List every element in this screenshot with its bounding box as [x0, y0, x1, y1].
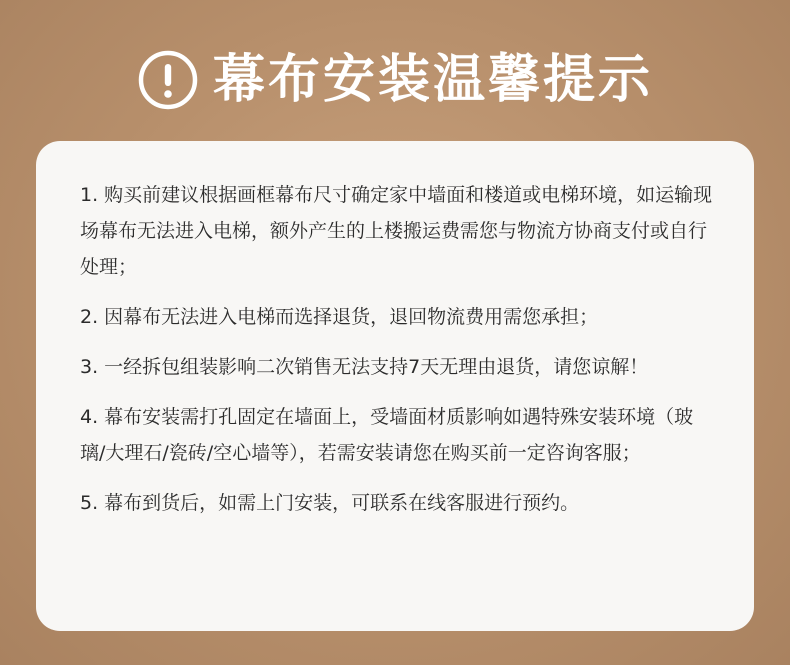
- page-title: 幕布安装温馨提示: [212, 50, 653, 110]
- notice-item-3: 3. 一经拆包组装影响二次销售无法支持7天无理由退货，请您谅解！: [80, 356, 649, 378]
- notice-card: [36, 141, 754, 631]
- notice-item-1: 1. 购买前建议根据画框幕布尺寸确定家中墙面和楼道或电梯环境，如运输现场幕布无法进入电梯，额外产生的上楼搬运费需您与物流方协商支付或自行处理；: [80, 184, 713, 278]
- notice-item-4: 4. 幕布安装需打孔固定在墙面上，受墙面材质影响如遇特殊安装环境（玻璃/大理石/瓷砖/空心墙等），若需安装请您在购买前一定咨询客服；: [80, 406, 694, 464]
- exclamation-circle-icon: [137, 49, 199, 111]
- header: [0, 42, 790, 118]
- notice-item-2: 2. 因幕布无法进入电梯而选择退货，退回物流费用需您承担；: [80, 306, 599, 328]
- notice-item-5: 5. 幕布到货后，如需上门安装，可联系在线客服进行预约。: [80, 492, 580, 514]
